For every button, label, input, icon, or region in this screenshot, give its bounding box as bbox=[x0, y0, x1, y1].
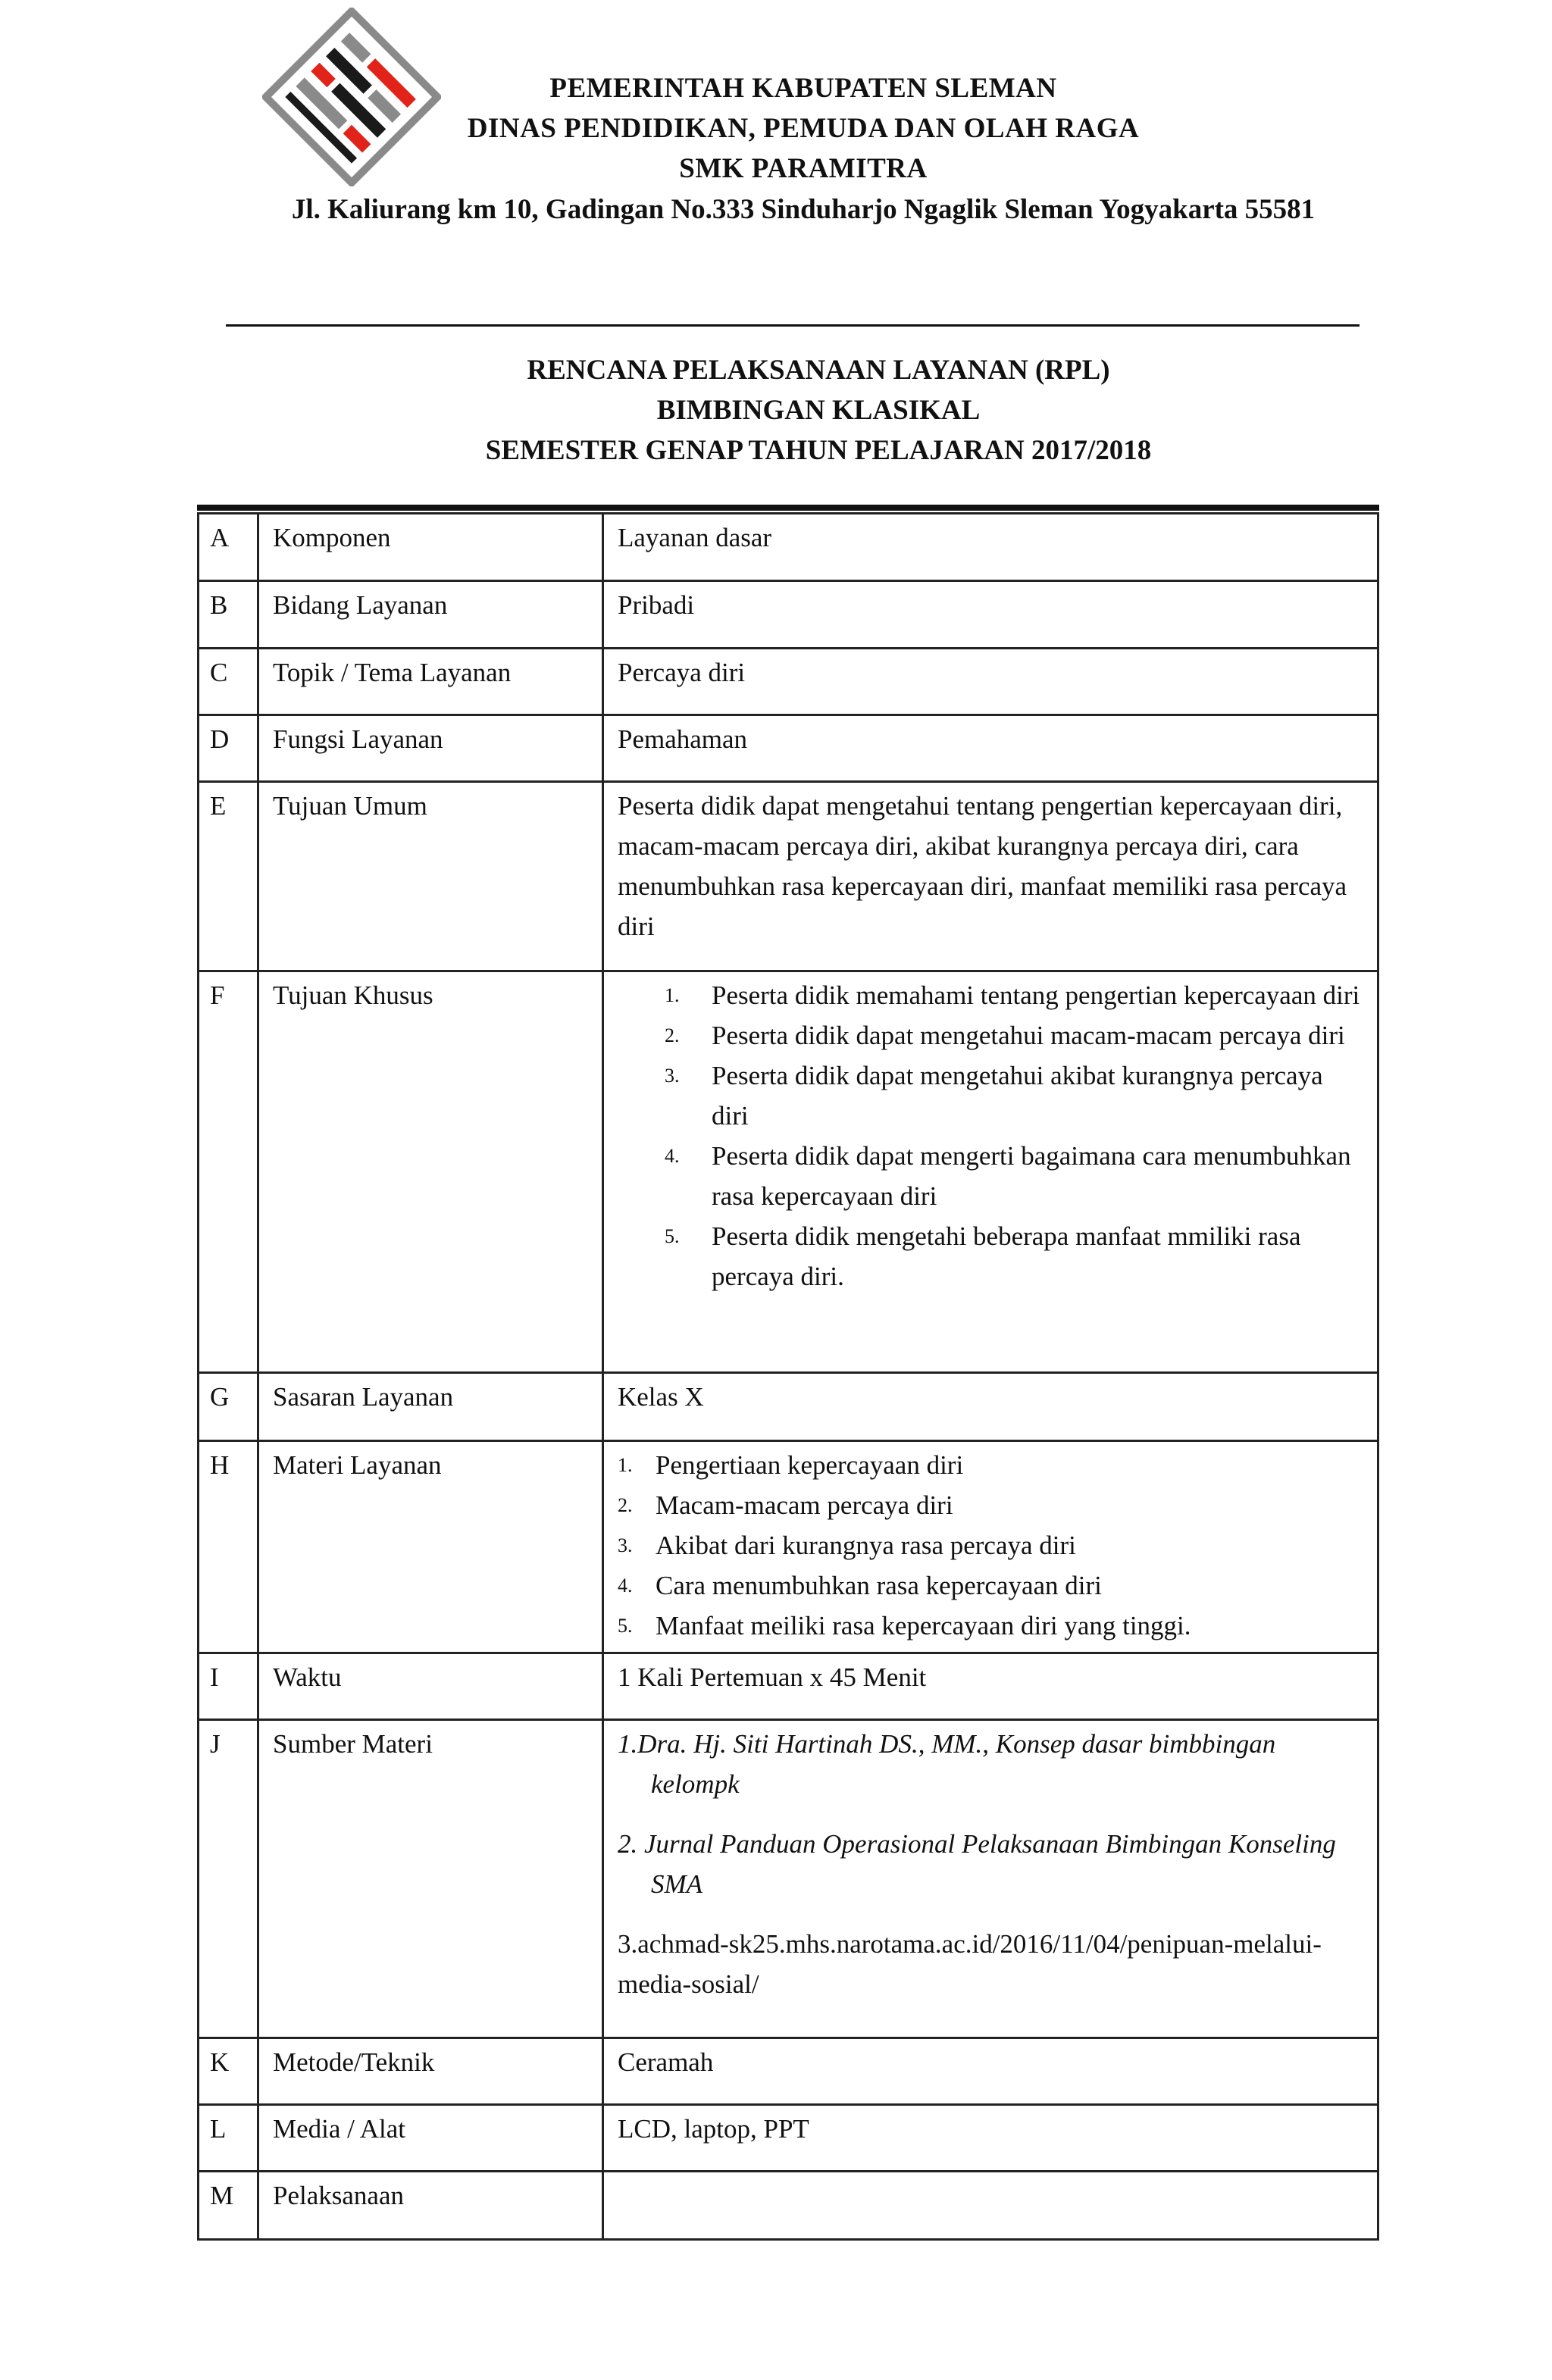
source-item: 3.achmad-sk25.mhs.narotama.ac.id/2016/11/04/penipuan-melalui-media-sosial/ bbox=[618, 1929, 1322, 1999]
list-item bbox=[618, 1485, 1363, 1525]
row-code: M bbox=[199, 2172, 258, 2240]
header-address: Jl. Kaliurang km 10, Gadingan No.333 Sinduharjo Ngaglik Sleman Yogyakarta 55581 bbox=[291, 194, 1316, 225]
row-code: C bbox=[199, 649, 258, 715]
row-value-list bbox=[603, 1441, 1378, 1653]
row-code: G bbox=[199, 1373, 258, 1441]
list-number: 1. bbox=[618, 1454, 633, 1476]
table-row bbox=[199, 1720, 1378, 2038]
row-value: Kelas X bbox=[603, 1373, 1378, 1441]
row-code: H bbox=[199, 1441, 258, 1653]
list-number: 2. bbox=[665, 1024, 680, 1046]
table-row bbox=[199, 971, 1378, 1373]
list-text: Peserta didik dapat mengetahui macam-macam percaya diri bbox=[712, 1021, 1345, 1050]
header-government: PEMERINTAH KABUPATEN SLEMAN bbox=[549, 73, 1057, 104]
list-item bbox=[618, 1565, 1363, 1606]
table-row bbox=[199, 2172, 1378, 2240]
list-number: 2. bbox=[618, 1494, 633, 1516]
list-text: Cara menumbuhkan rasa kepercayaan diri bbox=[656, 1571, 1102, 1600]
row-value-list bbox=[603, 971, 1378, 1373]
materials-list bbox=[618, 1445, 1363, 1646]
document-title bbox=[227, 350, 1410, 471]
row-label: Tujuan Umum bbox=[258, 782, 603, 971]
row-code: J bbox=[199, 1720, 258, 2038]
table-row bbox=[199, 2105, 1378, 2172]
header-department: DINAS PENDIDIKAN, PEMUDA DAN OLAH RAGA bbox=[467, 113, 1140, 144]
list-item bbox=[665, 1216, 1363, 1296]
row-label: Topik / Tema Layanan bbox=[258, 649, 603, 715]
row-label: Sumber Materi bbox=[258, 1720, 603, 2038]
row-label: Materi Layanan bbox=[258, 1441, 603, 1653]
list-text: Peserta didik dapat mengetahui akibat kurangnya percaya diri bbox=[712, 1061, 1323, 1131]
row-value: Pribadi bbox=[603, 581, 1378, 649]
rpl-table bbox=[197, 512, 1379, 2241]
table-row bbox=[199, 581, 1378, 649]
list-number: 4. bbox=[665, 1145, 680, 1167]
source-item: 2. Jurnal Panduan Operasional Pelaksanaan Bimbingan Konseling SMA bbox=[618, 1829, 1336, 1899]
table-row bbox=[199, 2038, 1378, 2105]
table-row bbox=[199, 514, 1378, 581]
list-text: Peserta didik dapat mengerti bagaimana cara menumbuhkan rasa kepercayaan diri bbox=[712, 1141, 1351, 1211]
row-value: Percaya diri bbox=[603, 649, 1378, 715]
row-label: Waktu bbox=[258, 1653, 603, 1720]
row-value bbox=[603, 2172, 1378, 2240]
list-item bbox=[618, 1525, 1363, 1565]
list-text: Peserta didik memahami tentang pengertian kepercayaan diri bbox=[712, 980, 1360, 1010]
letterhead bbox=[227, 68, 1379, 231]
row-label: Media / Alat bbox=[258, 2105, 603, 2172]
row-value: Layanan dasar bbox=[603, 514, 1378, 581]
list-number: 4. bbox=[618, 1575, 633, 1597]
row-code: K bbox=[199, 2038, 258, 2105]
list-item bbox=[618, 1445, 1363, 1485]
list-number: 5. bbox=[618, 1615, 633, 1637]
logo-bar bbox=[341, 33, 371, 63]
row-code: F bbox=[199, 971, 258, 1373]
list-text: Pengertiaan kepercayaan diri bbox=[656, 1450, 964, 1480]
row-label: Sasaran Layanan bbox=[258, 1373, 603, 1441]
row-value: Peserta didik dapat mengetahui tentang pengertian kepercayaan diri, macam-macam percaya diri, akibat kurangnya percaya diri, cara menumbuhkan rasa kepercayaan diri, manfaat memiliki rasa percaya diri bbox=[603, 782, 1378, 971]
row-label: Bidang Layanan bbox=[258, 581, 603, 649]
source-item: 1.Dra. Hj. Siti Hartinah DS., MM., Konsep dasar bimbbingan kelompk bbox=[618, 1729, 1276, 1799]
row-code: I bbox=[199, 1653, 258, 1720]
list-number: 5. bbox=[665, 1225, 680, 1247]
table-row bbox=[199, 1373, 1378, 1441]
table-row bbox=[199, 1441, 1378, 1653]
row-value: LCD, laptop, PPT bbox=[603, 2105, 1378, 2172]
row-label: Pelaksanaan bbox=[258, 2172, 603, 2240]
list-text: Macam-macam percaya diri bbox=[656, 1490, 953, 1520]
row-value: Ceramah bbox=[603, 2038, 1378, 2105]
row-value: Pemahaman bbox=[603, 715, 1378, 782]
table-row bbox=[199, 649, 1378, 715]
title-line-2: BIMBINGAN KLASIKAL bbox=[656, 395, 981, 426]
list-text: Peserta didik mengetahi beberapa manfaat mmiliki rasa percaya diri. bbox=[712, 1221, 1301, 1291]
list-item bbox=[665, 975, 1363, 1015]
list-number: 3. bbox=[618, 1534, 633, 1556]
row-code: D bbox=[199, 715, 258, 782]
row-code: B bbox=[199, 581, 258, 649]
row-label: Tujuan Khusus bbox=[258, 971, 603, 1373]
list-item bbox=[618, 1606, 1363, 1646]
row-code: A bbox=[199, 514, 258, 581]
list-text: Akibat dari kurangnya rasa percaya diri bbox=[656, 1531, 1076, 1560]
table-top-border bbox=[197, 505, 1379, 511]
row-value: 1 Kali Pertemuan x 45 Menit bbox=[603, 1653, 1378, 1720]
title-line-3: SEMESTER GENAP TAHUN PELAJARAN 2017/2018 bbox=[485, 435, 1152, 466]
list-number: 1. bbox=[665, 984, 680, 1006]
list-text: Manfaat meiliki rasa kepercayaan diri yang tinggi. bbox=[656, 1611, 1191, 1640]
table-row bbox=[199, 715, 1378, 782]
row-label: Komponen bbox=[258, 514, 603, 581]
table-row bbox=[199, 1653, 1378, 1720]
title-line-1: RENCANA PELAKSANAAN LAYANAN (RPL) bbox=[527, 355, 1110, 386]
list-number: 3. bbox=[665, 1065, 680, 1087]
row-label: Fungsi Layanan bbox=[258, 715, 603, 782]
letterhead-divider bbox=[226, 324, 1360, 327]
specific-goals-list bbox=[618, 975, 1363, 1296]
row-code: E bbox=[199, 782, 258, 971]
row-value-sources bbox=[603, 1720, 1378, 2038]
table-row bbox=[199, 782, 1378, 971]
list-item bbox=[665, 1136, 1363, 1216]
list-item bbox=[665, 1015, 1363, 1056]
row-code: L bbox=[199, 2105, 258, 2172]
list-item bbox=[665, 1056, 1363, 1136]
row-label: Metode/Teknik bbox=[258, 2038, 603, 2105]
header-school: SMK PARAMITRA bbox=[679, 153, 928, 184]
